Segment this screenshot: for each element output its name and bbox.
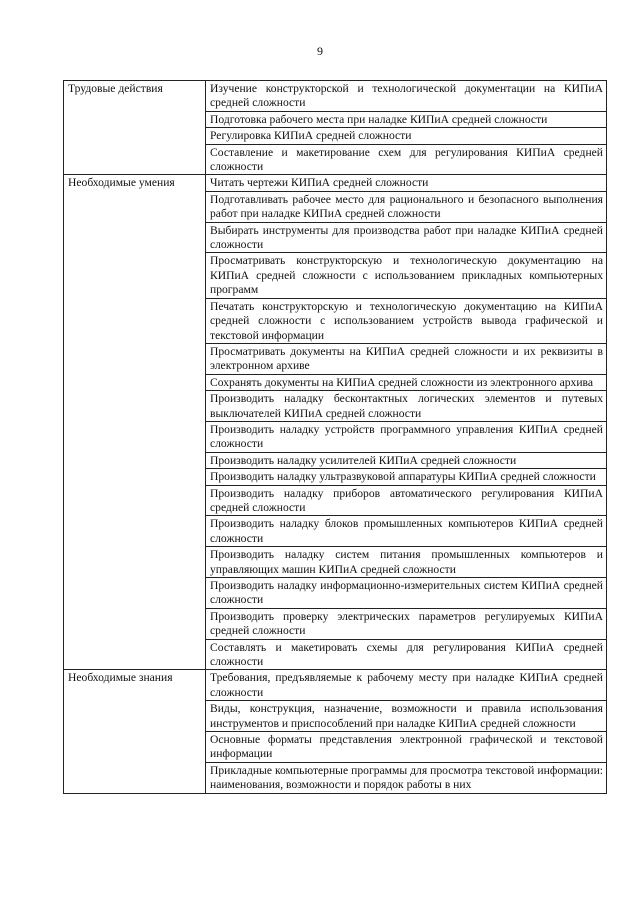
- section-item: Прикладные компьютерные программы для просмотра текстовой информации: наименования, возможности и порядок работы в них: [206, 762, 607, 793]
- section-item: Подготовка рабочего места при наладке КИПиА средней сложности: [206, 111, 607, 127]
- section-item: Читать чертежи КИПиА средней сложности: [206, 175, 607, 191]
- section-item: Печатать конструкторскую и технологическую документацию на КИПиА средней сложности с использованием устройств вывода графической и текстовой информации: [206, 298, 607, 343]
- section-item: Производить наладку приборов автоматического регулирования КИПиА средней сложности: [206, 485, 607, 516]
- section-label: Необходимые умения: [64, 175, 206, 670]
- section-item: Производить проверку электрических параметров регулируемых КИПиА средней сложности: [206, 608, 607, 639]
- section-item: Производить наладку усилителей КИПиА средней сложности: [206, 452, 607, 468]
- table-row: [64, 175, 607, 191]
- section-item: Просматривать конструкторскую и технологическую документацию на КИПиА средней сложности с использованием прикладных компьютерных программ: [206, 253, 607, 298]
- section-item: Просматривать документы на КИПиА средней сложности и их реквизиты в электронном архиве: [206, 343, 607, 374]
- section-item: Производить наладку информационно-измерительных систем КИПиА средней сложности: [206, 578, 607, 609]
- section-item: Производить наладку систем питания промышленных компьютеров и управляющих машин КИПиА средней сложности: [206, 547, 607, 578]
- section-label: Трудовые действия: [64, 81, 206, 175]
- section-item: Основные форматы представления электронной графической и текстовой информации: [206, 732, 607, 763]
- section-item: Требования, предъявляемые к рабочему месту при наладке КИПиА средней сложности: [206, 670, 607, 701]
- table-row: [64, 670, 607, 701]
- requirements-table: [63, 80, 607, 794]
- section-item: Сохранять документы на КИПиА средней сложности из электронного архива: [206, 374, 607, 390]
- section-item: Регулировка КИПиА средней сложности: [206, 128, 607, 144]
- section-item: Составлять и макетировать схемы для регулирования КИПиА средней сложности: [206, 639, 607, 670]
- section-item: Производить наладку бесконтактных логических элементов и путевых выключателей КИПиА средней сложности: [206, 391, 607, 422]
- section-item: Изучение конструкторской и технологической документации на КИПиА средней сложности: [206, 81, 607, 112]
- section-item: Выбирать инструменты для производства работ при наладке КИПиА средней сложности: [206, 222, 607, 253]
- section-item: Производить наладку устройств программного управления КИПиА средней сложности: [206, 421, 607, 452]
- page-number: 9: [317, 44, 323, 58]
- section-item: Виды, конструкция, назначение, возможности и правила использования инструментов и приспособлений при наладке КИПиА средней сложности: [206, 701, 607, 732]
- table-row: [64, 81, 607, 112]
- section-item: Производить наладку блоков промышленных компьютеров КИПиА средней сложности: [206, 516, 607, 547]
- section-item: Подготавливать рабочее место для рационального и безопасного выполнения работ при наладке КИПиА средней сложности: [206, 191, 607, 222]
- section-item: Производить наладку ультразвуковой аппаратуры КИПиА средней сложности: [206, 469, 607, 485]
- section-item: Составление и макетирование схем для регулирования КИПиА средней сложности: [206, 144, 607, 175]
- section-label: Необходимые знания: [64, 670, 206, 793]
- requirements-table-body: [64, 81, 607, 794]
